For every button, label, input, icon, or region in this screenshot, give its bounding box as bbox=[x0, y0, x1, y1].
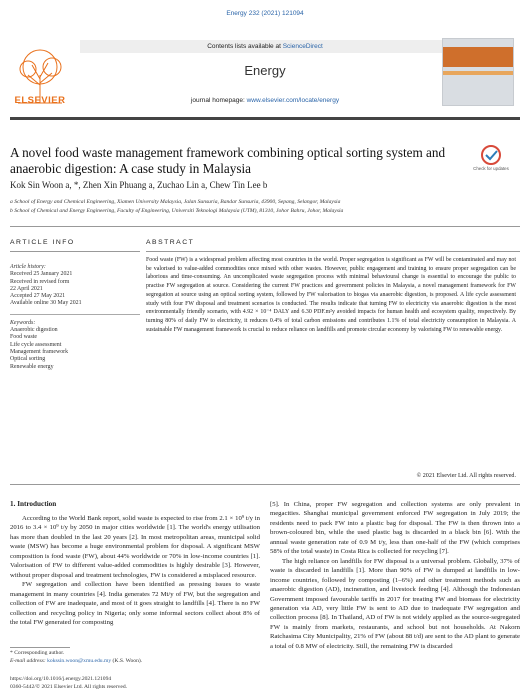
keyword-4: Optical sorting bbox=[10, 356, 46, 363]
email-suffix: (K.S. Woon). bbox=[111, 658, 143, 664]
article-info bbox=[10, 264, 140, 371]
journal-homepage bbox=[80, 97, 450, 104]
abstract-bottom-rule bbox=[10, 484, 520, 485]
keyword-2: Life cycle assessment bbox=[10, 341, 62, 348]
keywords-label: Keywords: bbox=[10, 319, 36, 326]
intro-paragraph-3: [5]. In China, proper FW segregation and collection systems are only prevalent in megacities. Shanghai municipal government enforced FW segregation in July 2019; the residents need to pack FW into a plastic bag for disposal. The FW is then thrown into a brown-coloured bin, while the used plastic bag is discarded in a black bin [6]. With the annual waste generation rate of 0.9 M t/y, less than one-half of the FW (which comprises 58% of the total waste) in Costa Rica is collected for recycling [7]. bbox=[270, 501, 520, 556]
journal-citation[interactable]: Energy 232 (2021) 121094 bbox=[226, 10, 304, 17]
history-label: Article history: bbox=[10, 264, 46, 270]
affiliation-rule bbox=[10, 226, 520, 227]
author-list: Kok Sin Woon a, *, Zhen Xin Phuang a, Zuchao Lin a, Chew Tin Lee b bbox=[10, 180, 268, 190]
check-for-updates-label[interactable]: Check for updates bbox=[473, 166, 509, 171]
contents-prefix: Contents lists available at bbox=[207, 43, 283, 50]
keywords-rule bbox=[10, 314, 140, 316]
email-note bbox=[10, 658, 260, 665]
affiliation-b: b School of Chemical and Energy Engineering, Faculty of Engineering, Universiti Teknologi Malaysia (UTM), 81310, Johor Bahru, Johor, Malaysia bbox=[10, 208, 344, 214]
intro-left-column bbox=[10, 514, 260, 627]
footnote-rule bbox=[10, 647, 70, 648]
abstract-text: Food waste (FW) is a widespread problem affecting most countries in the world. Proper segregation is significant as FW will be contaminated and may not be valorised to value-added commodities once mixed with other wastes. However, public engagement and training to ensure proper segregation can be laborious and time-consuming. An uncomplicated waste segregation process with minimal behavioural change is essential to encourage the public to practise FW segregation at source. Considering the current FW practices and government policies in Malaysia, a novel management framework for FW segregation at source using an optical sorting system, followed by FW valorisation to biogas via anaerobic digestion, is proposed. A life cycle assessment study with four FW disposal and treatment scenarios is conducted. The results indicate that turning FW to electricity via anaerobic digestion is the most environmentally friendly scenario, with 4.92 × 10⁻⁴ DALY and 6.30 PDF.m²y avoided impacts for human health and ecosystem quality, respectively. By turning 80% of daily FW to electricity, it reduces 0.4% of total carbon emissions and contributes 1.1% of total electricity consumption in Malaysia. A sustainable FW management framework is crucial to reduce reliance on landfills and promote circular economy by valorising FW to renewable energy. bbox=[146, 257, 516, 333]
homepage-link[interactable]: www.elsevier.com/locate/energy bbox=[246, 97, 340, 104]
homepage-prefix: journal homepage: bbox=[190, 97, 247, 104]
intro-right-column bbox=[270, 500, 520, 651]
abstract-copyright: © 2021 Elsevier Ltd. All rights reserved. bbox=[416, 473, 516, 479]
affiliation-a: a School of Energy and Chemical Engineering, Xiamen University Malaysia, Jalan Sunsuria, Bandar Sunsuria, 43900, Sepang, Selangor, Malaysia bbox=[10, 199, 341, 205]
keyword-3: Management framework bbox=[10, 348, 69, 355]
history-1: Received in revised form bbox=[10, 278, 70, 285]
header-rule bbox=[10, 117, 520, 120]
abstract-heading: ABSTRACT bbox=[146, 239, 195, 246]
journal-cover-image bbox=[442, 38, 514, 106]
keyword-0: Anaerobic digestion bbox=[10, 327, 58, 334]
cover-stripe bbox=[443, 71, 513, 75]
article-info-rule bbox=[10, 251, 140, 252]
keyword-5: Renewable energy bbox=[10, 363, 54, 370]
history-4: Available online 30 May 2021 bbox=[10, 300, 82, 307]
sciencedirect-link[interactable]: ScienceDirect bbox=[282, 43, 323, 50]
email-label: E-mail address: bbox=[10, 658, 48, 664]
corresponding-note: * Corresponding author. bbox=[10, 650, 65, 656]
history-3: Accepted 27 May 2021 bbox=[10, 293, 66, 300]
contents-line bbox=[80, 40, 450, 53]
article-info-heading: ARTICLE INFO bbox=[10, 239, 75, 246]
intro-paragraph-4: The high reliance on landfills for FW disposal is a universal problem. Globally, 37% of waste is discarded in landfills [1]. More than 90% of FW is dumped at landfills in low-income countries, followed by composting (1–6%) and other treatment methods such as anaerobic digestion (AD), incineration, and livestock feeding [4]. Although the Indonesian Government imposed favourable tariffs in 2017 for treating FW and biomass for electricity generation via AD, very little FW is sent to AD due to inadequate FW segregation and collection process [8]. In Thailand, AD of FW is not widely applied as the source-segregated FW is mainly from markets, restaurants, and school but not households. At Nakorn Ratchasima City Municipality, 21% of FW (about 88 t/d) are sent to the AD plant to generate a total of 0.8 MW of electricity. Still, the remaining FW is discarded bbox=[270, 557, 520, 650]
intro-paragraph-2: FW segregation and collection have been identified as pressing issues to waste management in many countries [4]. India generates 72 Mt/y of FW, but the segregation and collection of FW are inadequate, and most of it goes straight to landfills [4]. There is no FW collection and recycling policy in Nigeria; only some informal sectors collect about 8% of the total FW generated for composting bbox=[10, 581, 260, 626]
keyword-1: Food waste bbox=[10, 334, 37, 341]
publisher-name: ELSEVIER bbox=[14, 95, 66, 106]
article-title: A novel food waste management framework combining optical sorting system and anaerobic digestion: A case study in Malaysia bbox=[10, 145, 446, 176]
email-link[interactable]: kokssin.woon@xmu.edu.my bbox=[47, 658, 112, 664]
issn-line: 0360-5442/© 2021 Elsevier Ltd. All rights reserved. bbox=[10, 684, 128, 690]
intro-heading: 1. Introduction bbox=[10, 500, 57, 508]
doi-link[interactable]: https://doi.org/10.1016/j.energy.2021.121094 bbox=[10, 676, 112, 682]
history-2: 22 April 2021 bbox=[10, 285, 43, 292]
journal-title: Energy bbox=[244, 63, 286, 78]
history-0: Received 25 January 2021 bbox=[10, 271, 73, 278]
abstract-rule bbox=[146, 251, 520, 252]
intro-paragraph-1: According to the World Bank report, solid waste is expected to rise from 2.1 × 10⁹ t/y in 2016 to 3.4 × 10⁹ t/y by 2050 in major cities worldwide [1]. The world's energy utilisation has more than doubled in the last 20 years [2]. In most metropolitan areas, municipal solid waste (MSW) has become a huge environmental problem for disposal. A significant MSW composition is food waste (FW), about 44% worldwide or 70% in low-income countries [1]. Valorisation of FW to different value-added commodities is highly desirable [3]. However, without proper disposal and treatment technologies, FW is considered a misplaced resource. bbox=[10, 515, 260, 579]
cover-band bbox=[443, 47, 513, 67]
